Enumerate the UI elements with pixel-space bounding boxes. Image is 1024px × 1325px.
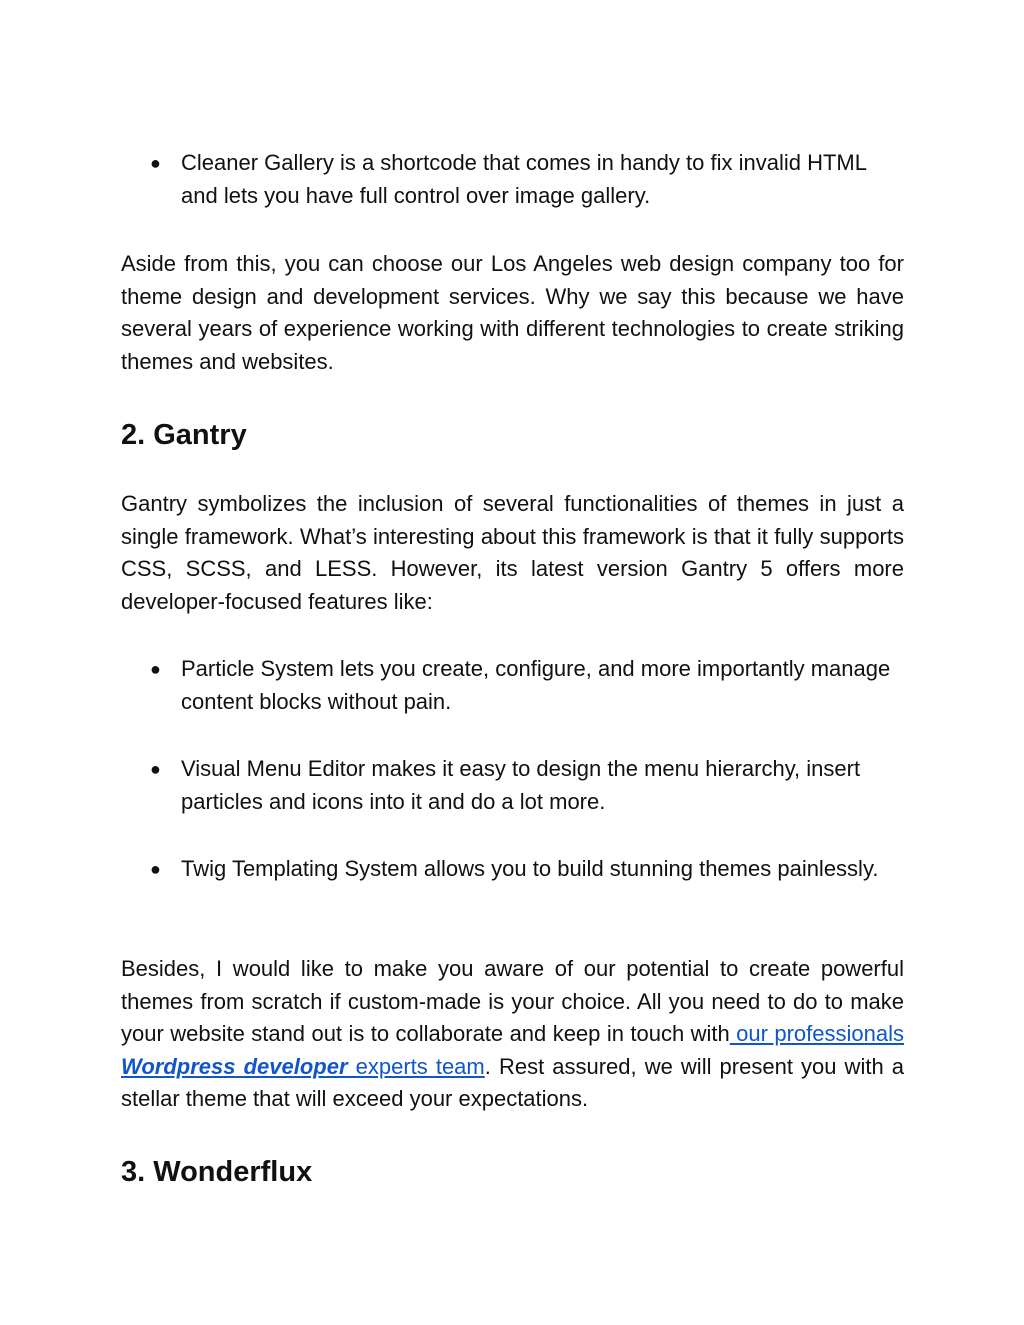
- paragraph-aside: Aside from this, you can choose our Los Angeles web design company too for theme design and development services. Why we say this because we have several years of experience working with different technologies to create striking themes and websites.: [121, 251, 904, 374]
- paragraph-besides-lead: Besides, I would like to make you aware of our potential to create powerful themes from scratch if custom-made is your choice. All you need to do to make your website stand out is to collaborate and keep in touch with: [121, 956, 904, 1046]
- bullet-visual-menu-editor: Visual Menu Editor makes it easy to design the menu hierarchy, insert particles and icons into it and do a lot more.: [181, 756, 861, 814]
- bullet-dot: ●: [150, 153, 161, 173]
- link-experts-team[interactable]: experts team: [347, 1053, 485, 1079]
- link-our-professionals-cont[interactable]: rofessionals: [786, 1021, 904, 1046]
- link-our-professionals[interactable]: our p: [729, 1021, 787, 1046]
- heading-gantry: 2. Gantry: [121, 419, 247, 451]
- bullet-dot: ●: [150, 659, 161, 679]
- bullet-particle-system: Particle System lets you create, configure, and more importantly manage content blocks without pain.: [181, 656, 891, 714]
- paragraph-besides: [121, 953, 904, 1116]
- bullet-cleaner-gallery: Cleaner Gallery is a shortcode that comes in handy to fix invalid HTML and lets you have full control over image gallery.: [181, 150, 867, 208]
- bullet-dot: ●: [150, 759, 161, 779]
- bullet-twig-templating: Twig Templating System allows you to build stunning themes painlessly.: [181, 856, 879, 881]
- paragraph-besides-tail: . Rest assured, we will present you with a stellar theme that will exceed your expectations.: [121, 1053, 904, 1111]
- bullet-dot: ●: [150, 859, 161, 879]
- heading-wonderflux: 3. Wonderflux: [121, 1156, 313, 1188]
- link-wordpress-developer[interactable]: Wordpress developer: [121, 1053, 348, 1079]
- paragraph-gantry: Gantry symbolizes the inclusion of several functionalities of themes in just a single framework. What’s interesting about this framework is that it fully supports CSS, SCSS, and LESS. However, its latest version Gantry 5 offers more developer-focused features like:: [121, 491, 904, 614]
